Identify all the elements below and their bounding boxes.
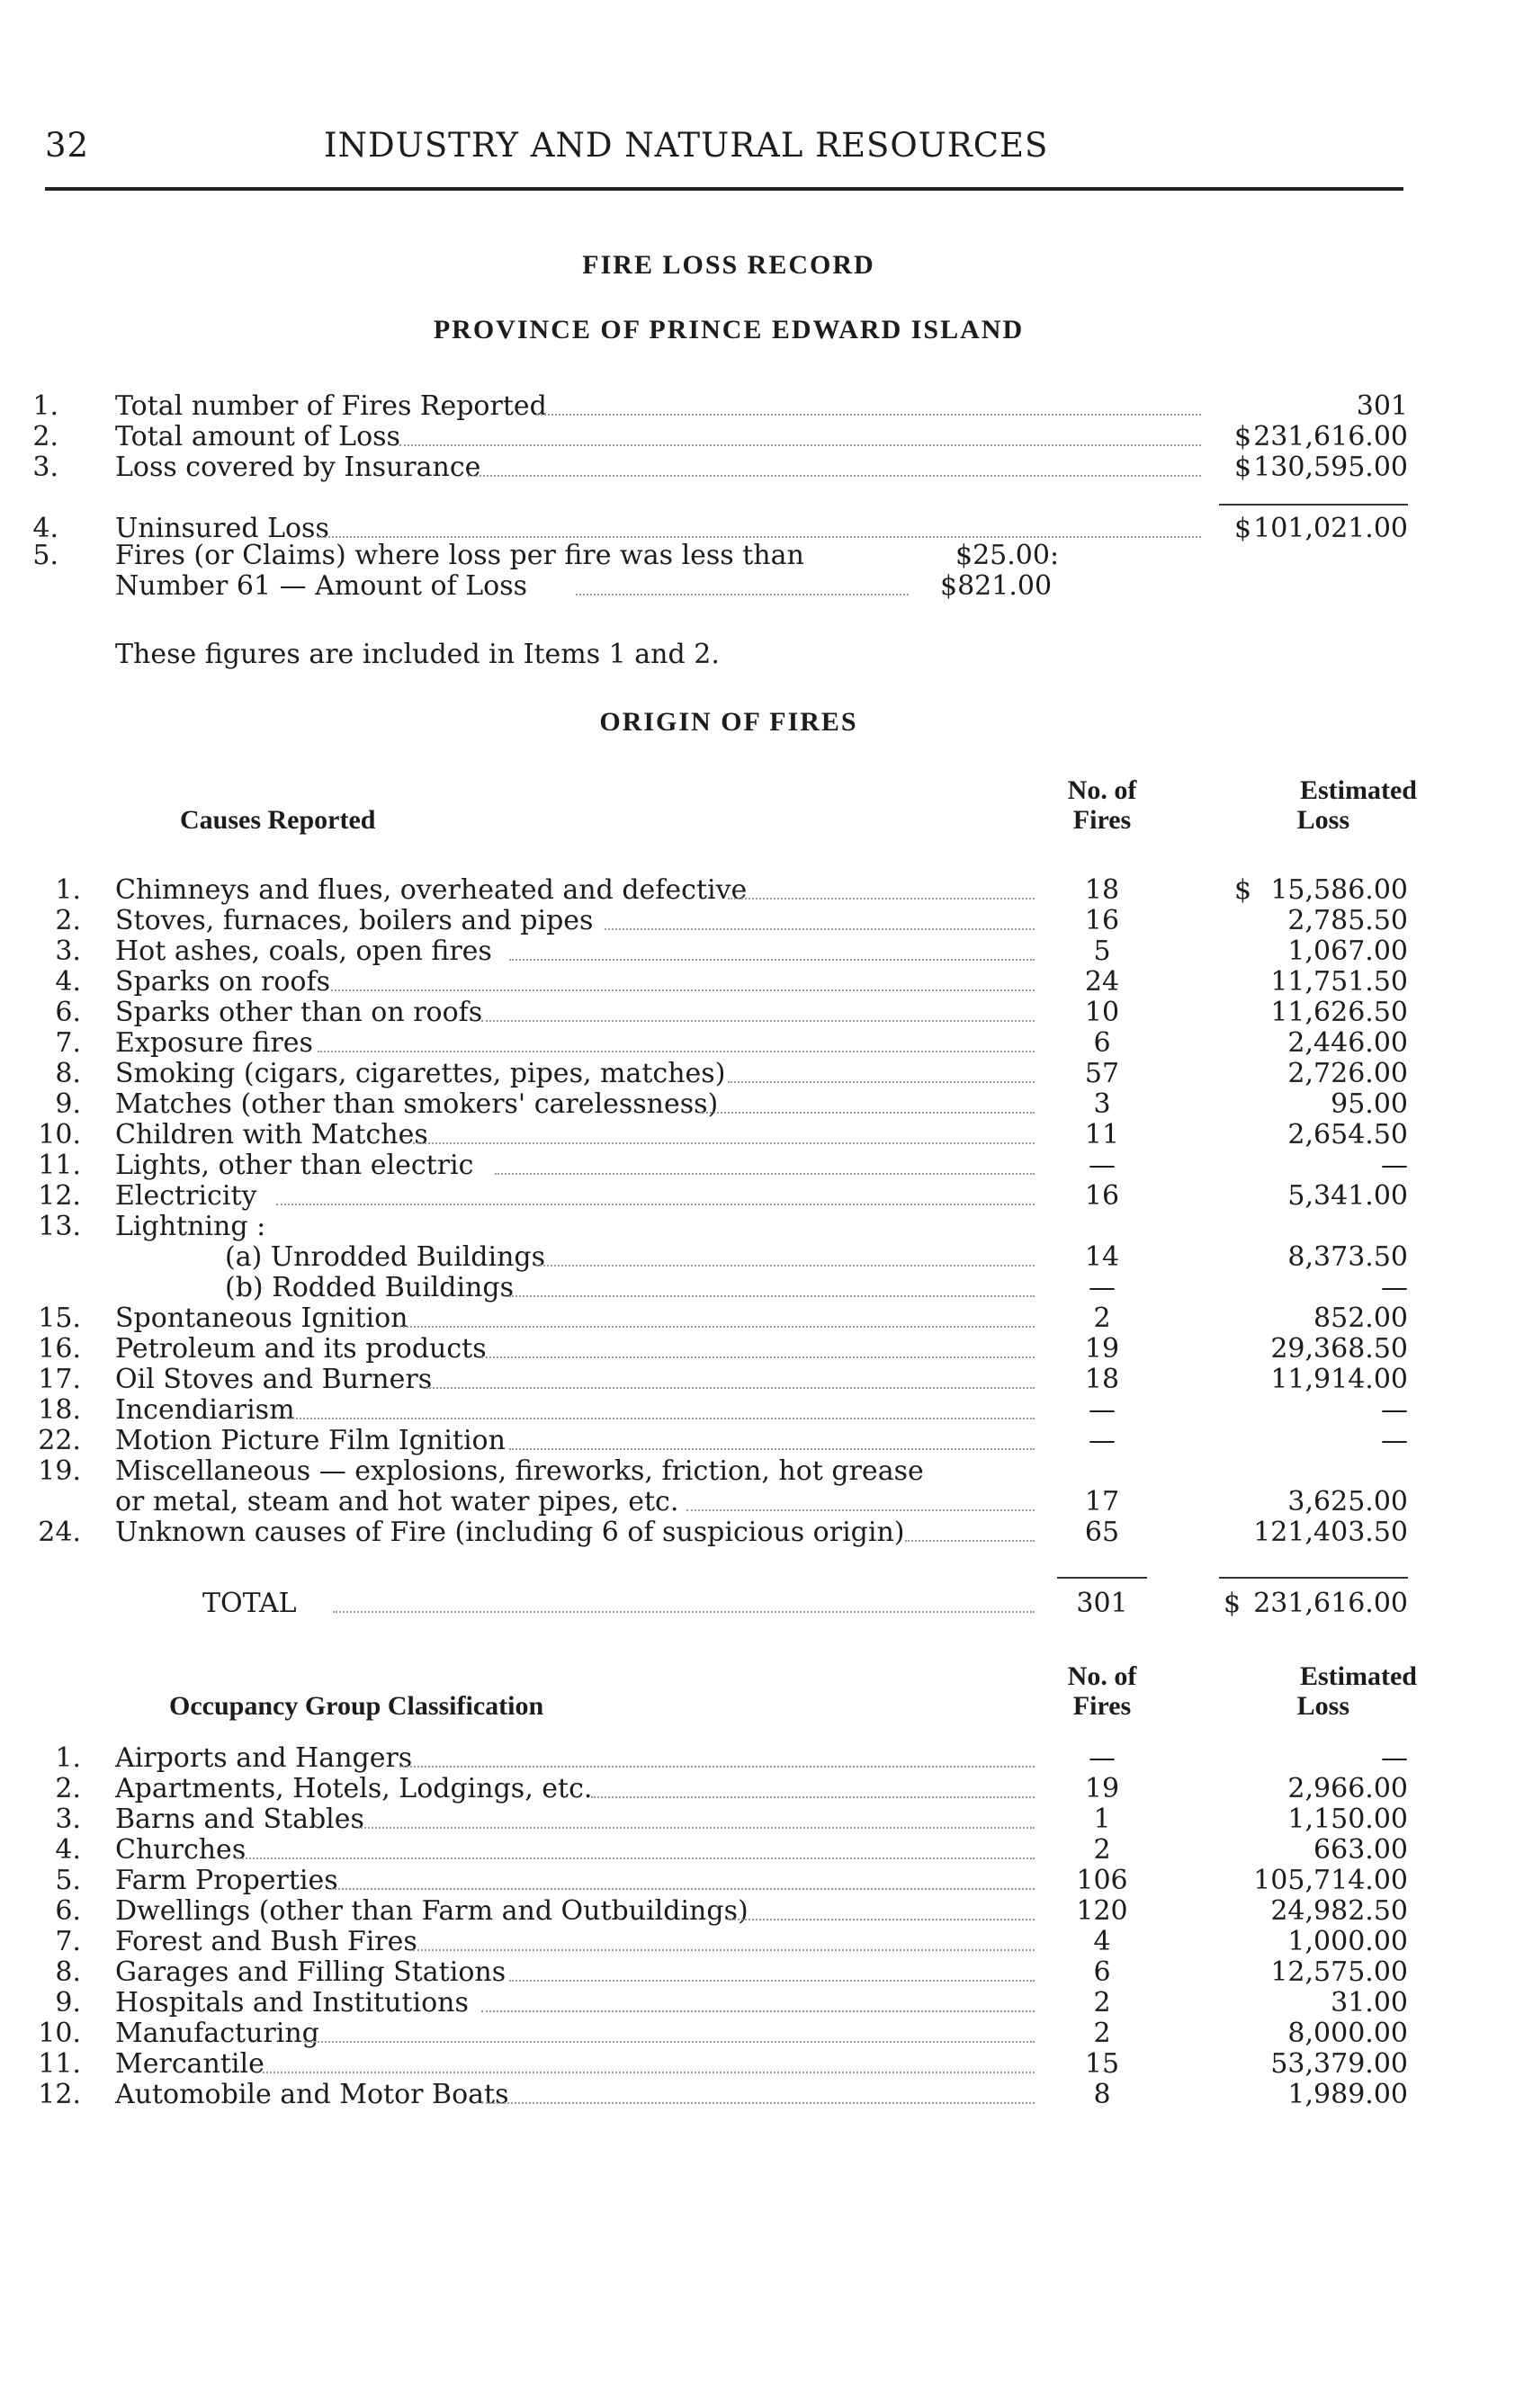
leader-dots <box>686 1509 1035 1511</box>
summary-item-label: Total amount of Loss <box>115 421 400 452</box>
origin-row <box>0 905 1524 935</box>
origin-row-fires: 11 <box>1084 1119 1120 1150</box>
origin-row-number: 7. <box>55 1027 81 1059</box>
occupancy-row-number: 2. <box>55 1773 81 1804</box>
small-fires-threshold: $25.00: <box>955 540 1060 571</box>
origin-total-rule-fires <box>1057 1577 1147 1579</box>
col-loss: Loss <box>1296 805 1349 835</box>
origin-row <box>0 997 1524 1027</box>
occupancy-row <box>0 1834 1524 1865</box>
small-fires-number: 5. <box>32 540 58 571</box>
origin-row-label: Spontaneous Ignition <box>115 1302 408 1334</box>
origin-row <box>0 1272 1524 1302</box>
origin-row-loss: 11,751.50 <box>1270 966 1408 998</box>
small-fires-line1: Fires (or Claims) where loss per fire was less than <box>115 540 804 571</box>
leader-dots <box>481 1356 1035 1358</box>
leader-dots <box>591 1796 1035 1798</box>
origin-row-fires: 17 <box>1084 1486 1120 1517</box>
occupancy-row <box>0 1865 1524 1895</box>
origin-row-loss: 2,446.00 <box>1287 1027 1408 1059</box>
occupancy-row-label: Manufacturing <box>115 2018 319 2049</box>
origin-row-number: 17. <box>38 1364 81 1395</box>
origin-row-fires: — <box>1089 1150 1116 1181</box>
origin-row-fires: 3 <box>1093 1088 1111 1120</box>
summary-rule <box>1219 504 1408 506</box>
origin-row-loss: 8,373.50 <box>1287 1241 1408 1273</box>
summary-item-value: 130,595.00 <box>1253 452 1408 483</box>
origin-row-fires: 6 <box>1093 1027 1111 1059</box>
summary-item-value: 231,616.00 <box>1253 421 1408 452</box>
summary-item-number: 1. <box>32 390 58 422</box>
origin-row-fires: 18 <box>1084 874 1120 906</box>
leader-dots <box>236 1857 1035 1859</box>
occupancy-row-number: 9. <box>55 1987 81 2019</box>
origin-row-number: 3. <box>55 935 81 967</box>
occupancy-row <box>0 2048 1524 2079</box>
total-dollar-sign: $ <box>1224 1588 1242 1619</box>
occupancy-row-fires: 106 <box>1076 1865 1128 1896</box>
total-loss: 231,616.00 <box>1253 1588 1408 1619</box>
origin-row-number: 24. <box>38 1517 81 1548</box>
origin-row-loss: 1,067.00 <box>1287 935 1408 967</box>
summary-item-number: 3. <box>32 452 58 483</box>
occupancy-row-number: 3. <box>55 1804 81 1835</box>
occupancy-row-fires: 1 <box>1093 1804 1111 1835</box>
leader-dots <box>426 1387 1035 1389</box>
origin-dollar-sign: $ <box>1234 874 1252 906</box>
occupancy-row-number: 7. <box>55 1926 81 1957</box>
origin-row-number: 1. <box>55 874 81 906</box>
occupancy-row-loss: 1,000.00 <box>1287 1926 1408 1957</box>
occupancy-row-label: Barns and Stables <box>115 1804 364 1835</box>
occupancy-row <box>0 2018 1524 2048</box>
origin-row-number: 18. <box>38 1394 81 1426</box>
origin-row-fires: 2 <box>1093 1302 1111 1334</box>
occupancy-row-loss: 31.00 <box>1331 1987 1408 2019</box>
origin-row-label: Oil Stoves and Burners <box>115 1364 433 1395</box>
summary-row <box>0 390 1524 421</box>
document-subtitle: PROVINCE OF PRINCE EDWARD ISLAND <box>433 315 1025 345</box>
origin-row-number: 2. <box>55 905 81 936</box>
origin-row-number: 6. <box>55 997 81 1028</box>
occupancy-row-loss: 1,989.00 <box>1287 2079 1408 2110</box>
total-fires: 301 <box>1076 1588 1128 1619</box>
small-fires-amount: $821.00 <box>940 570 1053 602</box>
occupancy-row-number: 11. <box>38 2048 81 2080</box>
occupancy-row-fires: 4 <box>1093 1926 1111 1957</box>
leader-dots <box>481 2010 1035 2012</box>
col-estimated: Estimated <box>1300 1661 1417 1691</box>
origin-row <box>0 1425 1524 1455</box>
origin-row-label: Exposure fires <box>115 1027 313 1059</box>
origin-row-label: Stoves, furnaces, boilers and pipes <box>115 905 594 936</box>
summary-item-number: 4. <box>32 513 58 544</box>
col-occupancy-group: Occupancy Group Classification <box>169 1691 544 1721</box>
occupancy-row-number: 4. <box>55 1834 81 1866</box>
leader-dots <box>399 1766 1035 1768</box>
origin-row <box>0 1455 1524 1486</box>
occupancy-row-fires: 2 <box>1093 1987 1111 2019</box>
origin-row-loss: 11,914.00 <box>1270 1364 1408 1395</box>
small-fires-amount-row <box>0 570 1524 601</box>
origin-row-loss: 2,654.50 <box>1287 1119 1408 1150</box>
leader-dots <box>413 1142 1035 1144</box>
origin-row <box>0 1486 1524 1517</box>
origin-row-fires: 19 <box>1084 1333 1120 1365</box>
origin-row-loss: — <box>1381 1272 1408 1303</box>
occupancy-row-loss: 663.00 <box>1313 1834 1408 1866</box>
origin-row-label: or metal, steam and hot water pipes, etc. <box>115 1486 679 1517</box>
occupancy-row-number: 8. <box>55 1956 81 1988</box>
occupancy-row-label: Apartments, Hotels, Lodgings, etc. <box>115 1773 593 1804</box>
leader-dots <box>605 928 1035 930</box>
col-no-of: No. of <box>1067 1661 1137 1691</box>
occupancy-row-loss: 8,000.00 <box>1287 2018 1408 2049</box>
origin-row-fires: 16 <box>1084 905 1120 936</box>
summary-item-value: 301 <box>1356 390 1408 422</box>
origin-row-loss: 121,403.50 <box>1253 1517 1408 1548</box>
origin-row <box>0 1211 1524 1241</box>
origin-row-loss: 852.00 <box>1313 1302 1408 1334</box>
origin-row-fires: 5 <box>1093 935 1111 967</box>
origin-row-number: 13. <box>38 1211 81 1242</box>
origin-row-fires: 10 <box>1084 997 1120 1028</box>
occupancy-row-label: Garages and Filling Stations <box>115 1956 507 1988</box>
occupancy-row-label: Automobile and Motor Boats <box>115 2079 509 2110</box>
small-fires-note: These figures are included in Items 1 and 2. <box>115 639 720 670</box>
origin-row-fires: 57 <box>1084 1058 1120 1089</box>
col-no-of: No. of <box>1067 775 1137 805</box>
occupancy-row-fires: 2 <box>1093 2018 1111 2049</box>
origin-row-label: Children with Matches <box>115 1119 428 1150</box>
origin-row-label: Sparks on roofs <box>115 966 330 998</box>
occupancy-row-label: Mercantile <box>115 2048 264 2080</box>
origin-row <box>0 1394 1524 1425</box>
occupancy-row <box>0 1895 1524 1926</box>
origin-row-loss: 11,626.50 <box>1270 997 1408 1028</box>
leader-dots <box>700 1112 1035 1114</box>
leader-dots <box>263 2072 1035 2073</box>
col-loss: Loss <box>1296 1691 1349 1721</box>
origin-row <box>0 874 1524 905</box>
occupancy-row-label: Dwellings (other than Farm and Outbuildings) <box>115 1895 749 1927</box>
origin-row-fires: 16 <box>1084 1180 1120 1212</box>
leader-dots <box>318 1051 1035 1052</box>
origin-row-loss: — <box>1381 1425 1408 1456</box>
origin-row <box>0 935 1524 966</box>
occupancy-row-fires: — <box>1089 1742 1116 1774</box>
occupancy-row <box>0 2079 1524 2109</box>
summary-item-value: 101,021.00 <box>1253 513 1408 544</box>
leader-dots <box>509 1980 1035 1982</box>
summary-row <box>0 513 1524 543</box>
origin-row <box>0 1180 1524 1211</box>
origin-row-label: Chimneys and flues, overheated and defective <box>115 874 748 906</box>
running-title: INDUSTRY AND NATURAL RESOURCES <box>324 126 1049 165</box>
summary-dollar-sign: $ <box>1234 513 1252 544</box>
leader-dots <box>304 2041 1035 2043</box>
occupancy-row-number: 5. <box>55 1865 81 1896</box>
occupancy-row-label: Forest and Bush Fires <box>115 1926 417 1957</box>
col-fires: Fires <box>1072 805 1132 835</box>
origin-row-number: 11. <box>38 1150 81 1181</box>
page-number: 32 <box>45 126 90 165</box>
origin-row-label: Lights, other than electric <box>115 1150 474 1181</box>
occupancy-row-label: Hospitals and Institutions <box>115 1987 469 2019</box>
origin-row-label: (b) Rodded Buildings <box>225 1272 514 1303</box>
leader-dots <box>276 1204 1035 1205</box>
leader-dots <box>481 2102 1035 2104</box>
origin-row <box>0 1150 1524 1180</box>
occupancy-row-fires: 6 <box>1093 1956 1111 1988</box>
origin-row-loss: — <box>1381 1150 1408 1181</box>
occupancy-row <box>0 1926 1524 1956</box>
origin-row-label: Miscellaneous — explosions, fireworks, friction, hot grease <box>115 1455 924 1487</box>
leader-dots <box>358 1827 1035 1829</box>
small-fires-item <box>0 540 1524 570</box>
occupancy-row-label: Farm Properties <box>115 1865 338 1896</box>
occupancy-row-loss: 53,379.00 <box>1270 2048 1408 2080</box>
leader-dots <box>509 1448 1035 1450</box>
origin-row <box>0 1119 1524 1150</box>
summary-item-label: Loss covered by Insurance <box>115 452 481 483</box>
leader-dots <box>331 1888 1035 1890</box>
occupancy-row-number: 1. <box>55 1742 81 1774</box>
origin-row-loss: 95.00 <box>1331 1088 1408 1120</box>
occupancy-row-number: 10. <box>38 2018 81 2049</box>
origin-row-number: 8. <box>55 1058 81 1089</box>
origin-row-number: 22. <box>38 1425 81 1456</box>
occupancy-row-fires: 2 <box>1093 1834 1111 1866</box>
origin-row <box>0 966 1524 997</box>
occupancy-row <box>0 1742 1524 1773</box>
origin-row-loss: — <box>1381 1394 1408 1426</box>
occupancy-row-number: 12. <box>38 2079 81 2110</box>
origin-row <box>0 1517 1524 1547</box>
occupancy-row-loss: 12,575.00 <box>1270 1956 1408 1988</box>
occupancy-row <box>0 1956 1524 1987</box>
origin-row-loss: 3,625.00 <box>1287 1486 1408 1517</box>
occupancy-row-loss: 2,966.00 <box>1287 1773 1408 1804</box>
occupancy-row-fires: 15 <box>1084 2048 1120 2080</box>
origin-total-rule-loss <box>1219 1577 1408 1579</box>
origin-row-loss: 5,341.00 <box>1287 1180 1408 1212</box>
origin-row-label: Hot ashes, coals, open fires <box>115 935 492 967</box>
summary-item-label: Total number of Fires Reported <box>115 390 547 422</box>
occupancy-row-loss: 105,714.00 <box>1253 1865 1408 1896</box>
occupancy-row-loss: 1,150.00 <box>1287 1804 1408 1835</box>
summary-item-label: Uninsured Loss <box>115 513 329 544</box>
summary-item-number: 2. <box>32 421 58 452</box>
origin-row-number: 4. <box>55 966 81 998</box>
origin-row-label: Smoking (cigars, cigarettes, pipes, matches) <box>115 1058 726 1089</box>
occupancy-row <box>0 1804 1524 1834</box>
leader-dots <box>413 1949 1035 1951</box>
occupancy-row-loss: — <box>1381 1742 1408 1774</box>
occupancy-row-loss: 24,982.50 <box>1270 1895 1408 1927</box>
origin-row-label: Incendiarism <box>115 1394 295 1426</box>
origin-heading: ORIGIN OF FIRES <box>599 707 858 737</box>
leader-dots <box>509 1295 1035 1297</box>
origin-row-number: 15. <box>38 1302 81 1334</box>
origin-row-label: Matches (other than smokers' carelessness) <box>115 1088 719 1120</box>
small-fires-line2: Number 61 — Amount of Loss <box>115 570 527 602</box>
col-fires: Fires <box>1072 1691 1132 1721</box>
leader-dots <box>399 444 1201 446</box>
origin-row-fires: 65 <box>1084 1517 1120 1548</box>
origin-row <box>0 1241 1524 1272</box>
leader-dots <box>331 989 1035 991</box>
origin-row <box>0 1302 1524 1333</box>
document-title: FIRE LOSS RECORD <box>582 250 875 280</box>
origin-row-number: 10. <box>38 1119 81 1150</box>
origin-row-fires: 18 <box>1084 1364 1120 1395</box>
total-label: TOTAL <box>202 1588 297 1619</box>
origin-row-label: Unknown causes of Fire (including 6 of suspicious origin) <box>115 1517 905 1548</box>
occupancy-row-label: Churches <box>115 1834 247 1866</box>
occupancy-row-label: Airports and Hangers <box>115 1742 413 1774</box>
origin-row-loss: 2,726.00 <box>1287 1058 1408 1089</box>
origin-row-fires: 24 <box>1084 966 1120 998</box>
leader-dots <box>495 1173 1035 1175</box>
col-estimated: Estimated <box>1300 775 1417 805</box>
leader-dots <box>728 1081 1035 1083</box>
leader-dots <box>905 1540 1035 1542</box>
origin-row-number: 9. <box>55 1088 81 1120</box>
origin-row-fires: — <box>1089 1272 1116 1303</box>
occupancy-row-fires: 8 <box>1093 2079 1111 2110</box>
origin-row-label: Electricity <box>115 1180 257 1212</box>
leader-dots <box>509 959 1035 961</box>
leader-dots <box>481 1020 1035 1022</box>
origin-row-label: Lightning : <box>115 1211 266 1242</box>
origin-row <box>0 1058 1524 1088</box>
occupancy-row <box>0 1987 1524 2018</box>
leader-dots <box>576 594 909 595</box>
origin-row <box>0 1027 1524 1058</box>
leader-dots <box>399 1326 1035 1328</box>
origin-row-number: 12. <box>38 1180 81 1212</box>
origin-row-fires: — <box>1089 1425 1116 1456</box>
summary-row <box>0 452 1524 482</box>
origin-row-label: Sparks other than on roofs <box>115 997 483 1028</box>
origin-row-loss: 29,368.50 <box>1270 1333 1408 1365</box>
header-rule <box>45 187 1403 191</box>
origin-row-label: Petroleum and its products <box>115 1333 487 1365</box>
summary-row <box>0 421 1524 452</box>
origin-row-label: (a) Unrodded Buildings <box>225 1241 546 1273</box>
summary-dollar-sign: $ <box>1234 452 1252 483</box>
leader-dots <box>728 898 1035 900</box>
col-causes-reported: Causes Reported <box>180 805 376 835</box>
leader-dots <box>728 1919 1035 1920</box>
origin-row <box>0 1364 1524 1394</box>
occupancy-row-number: 6. <box>55 1895 81 1927</box>
origin-row-number: 19. <box>38 1455 81 1487</box>
occupancy-row-fires: 120 <box>1076 1895 1128 1927</box>
origin-row-label: Motion Picture Film Ignition <box>115 1425 506 1456</box>
origin-row-number: 16. <box>38 1333 81 1365</box>
leader-dots <box>468 475 1201 477</box>
leader-dots <box>333 1611 1035 1613</box>
leader-dots <box>290 1418 1035 1419</box>
occupancy-row-fires: 19 <box>1084 1773 1120 1804</box>
origin-row-loss: 2,785.50 <box>1287 905 1408 936</box>
origin-row <box>0 1088 1524 1119</box>
origin-row-loss: 15,586.00 <box>1270 874 1408 906</box>
leader-dots <box>318 536 1201 538</box>
occupancy-row <box>0 1773 1524 1804</box>
origin-total-row <box>0 1588 1524 1618</box>
summary-dollar-sign: $ <box>1234 421 1252 452</box>
origin-row-fires: 14 <box>1084 1241 1120 1273</box>
origin-row <box>0 1333 1524 1364</box>
origin-row-fires: — <box>1089 1394 1116 1426</box>
leader-dots <box>536 1265 1035 1267</box>
leader-dots <box>536 414 1201 416</box>
